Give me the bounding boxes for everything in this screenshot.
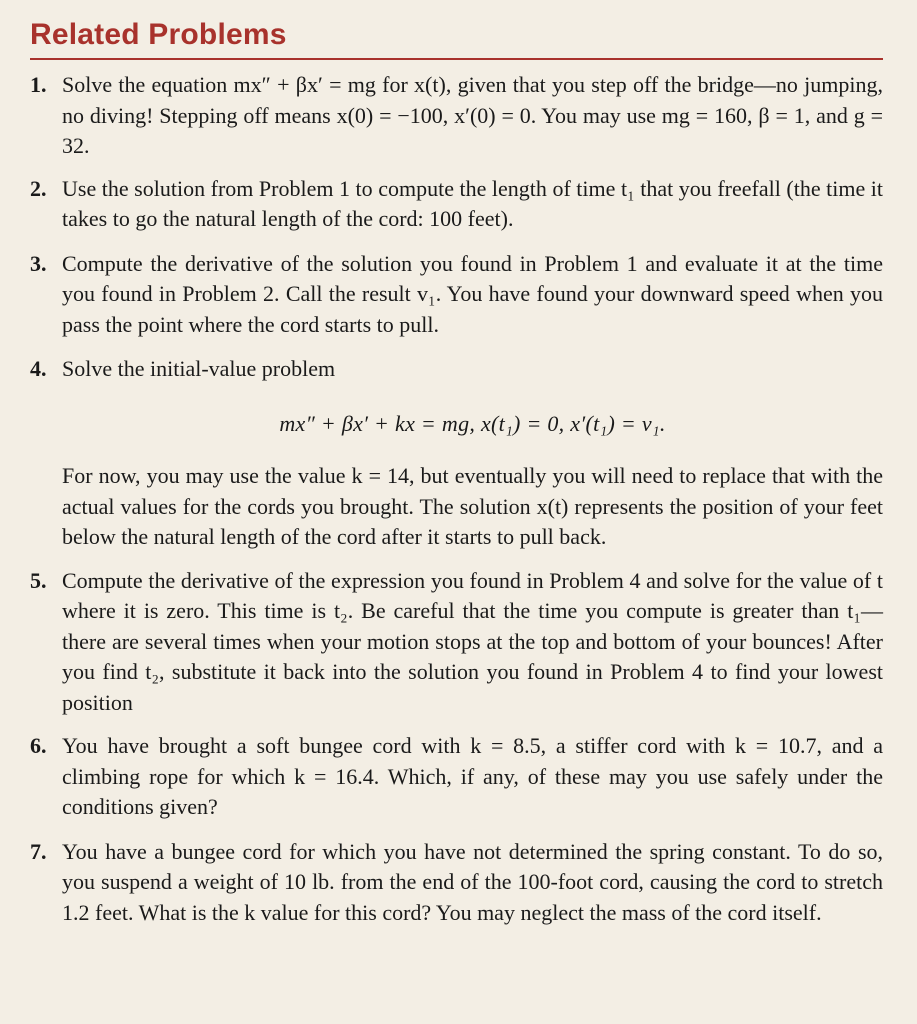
problem-number: 4. [30,356,47,381]
problem-number: 2. [30,175,47,201]
problem-text: You have a bungee cord for which you have not determined the spring constant. To do so, you suspend a weight of 10 lb. from the end of the 100-foot cord, causing the cord to stretch 1.2 feet. What is the k value for this cord? You may neglect the mass of the cord itself. [62,838,883,925]
problem-text: Solve the equation mx″ + βx′ = mg for x(t), given that you step off the bridge—no jumping, no diving! Stepping off means x(0) = −100, x′(0) = 0. You may use mg = 160, β = 1, and g = 32. [62,72,883,158]
problem-5 [30,566,883,719]
problem-text: Compute the derivative of the solution you found in Problem 1 and evaluate it at the time you found in Problem 2. Call the result v₁. You have found your downward speed when you pass the point where the cord starts to pull. [62,250,883,337]
problem-text: Compute the derivative of the expression you found in Problem 4 and solve for the value of t where it is zero. This time is t₂. Be careful that the time you compute is greater than t₁—there are several times when your motion stops at the top and bottom of your bounces! After you find t₂, substitute it back into the solution you found in Problem 4 to find your lowest position [62,567,883,715]
problem-list [30,70,883,928]
heading-rule [30,58,883,60]
problem-4 [30,354,883,553]
problem-7 [30,837,883,929]
problem-number: 1. [30,72,47,97]
problem-2 [30,174,883,235]
problem-1 [30,70,883,162]
problem-intro: Solve the initial-value problem [62,356,336,381]
problem-number: 7. [30,838,47,864]
problem-text: Use the solution from Problem 1 to compute the length of time t₁ that you freefall (the time it takes to go the natural length of the cord: 100 feet). [62,175,883,231]
problem-3 [30,249,883,341]
problem-text: You have brought a soft bungee cord with k = 8.5, a stiffer cord with k = 10.7, and a climbing rope for which k = 16.4. Which, if any, of these may you use safely under the conditions given? [62,733,883,819]
problem-6 [30,731,883,823]
section-heading: Related Problems [30,18,287,51]
problem-text: For now, you may use the value k = 14, but eventually you will need to replace that with the actual values for the cords you brought. The solution x(t) represents the position of your feet below the natural length of the cord after it starts to pull back. [62,463,883,549]
problem-number: 5. [30,567,47,593]
problem-number: 3. [30,250,47,276]
display-equation: mx″ + βx′ + kx = mg, x(t₁) = 0, x′(t₁) = v₁. [279,410,666,436]
problem-number: 6. [30,733,47,758]
